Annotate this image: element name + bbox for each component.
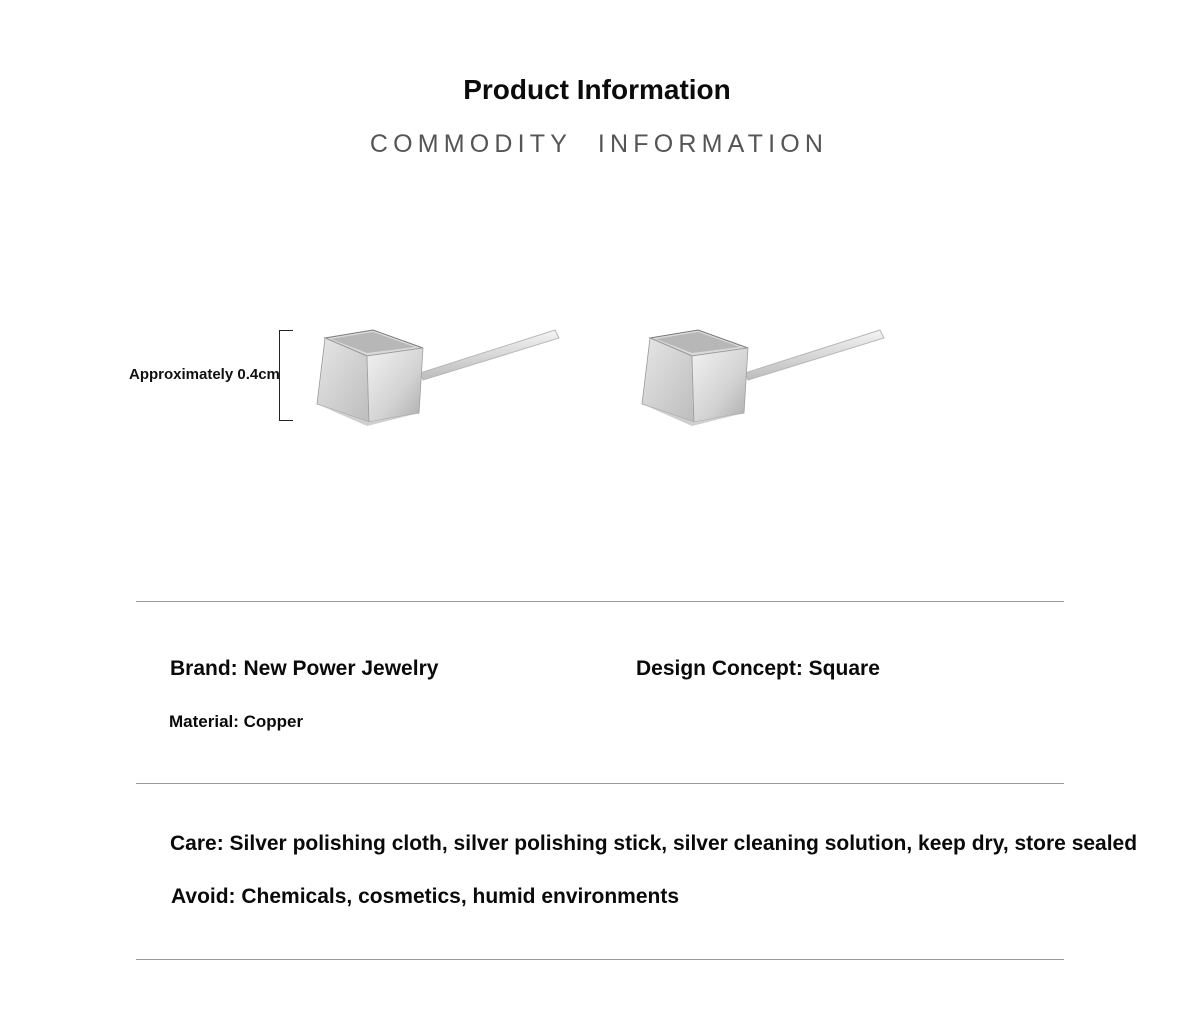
divider-top [136, 601, 1064, 602]
care-text: Care: Silver polishing cloth, silver polishing stick, silver cleaning solution, keep dry, store sealed [170, 832, 1138, 855]
cube-stud-earring-left [305, 318, 565, 433]
brand-text: Brand: New Power Jewelry [170, 657, 439, 680]
avoid-text: Avoid: Chemicals, cosmetics, humid environments [171, 885, 680, 908]
divider-middle [136, 783, 1064, 784]
size-bracket [279, 330, 293, 421]
page-subtitle: COMMODITY INFORMATION [369, 130, 829, 158]
material-text: Material: Copper [169, 712, 304, 731]
divider-bottom [136, 959, 1064, 960]
size-label: Approximately 0.4cm [129, 366, 280, 383]
cube-stud-earring-right [630, 318, 890, 433]
page-title: Product Information [463, 74, 731, 105]
design-concept-text: Design Concept: Square [636, 657, 880, 680]
